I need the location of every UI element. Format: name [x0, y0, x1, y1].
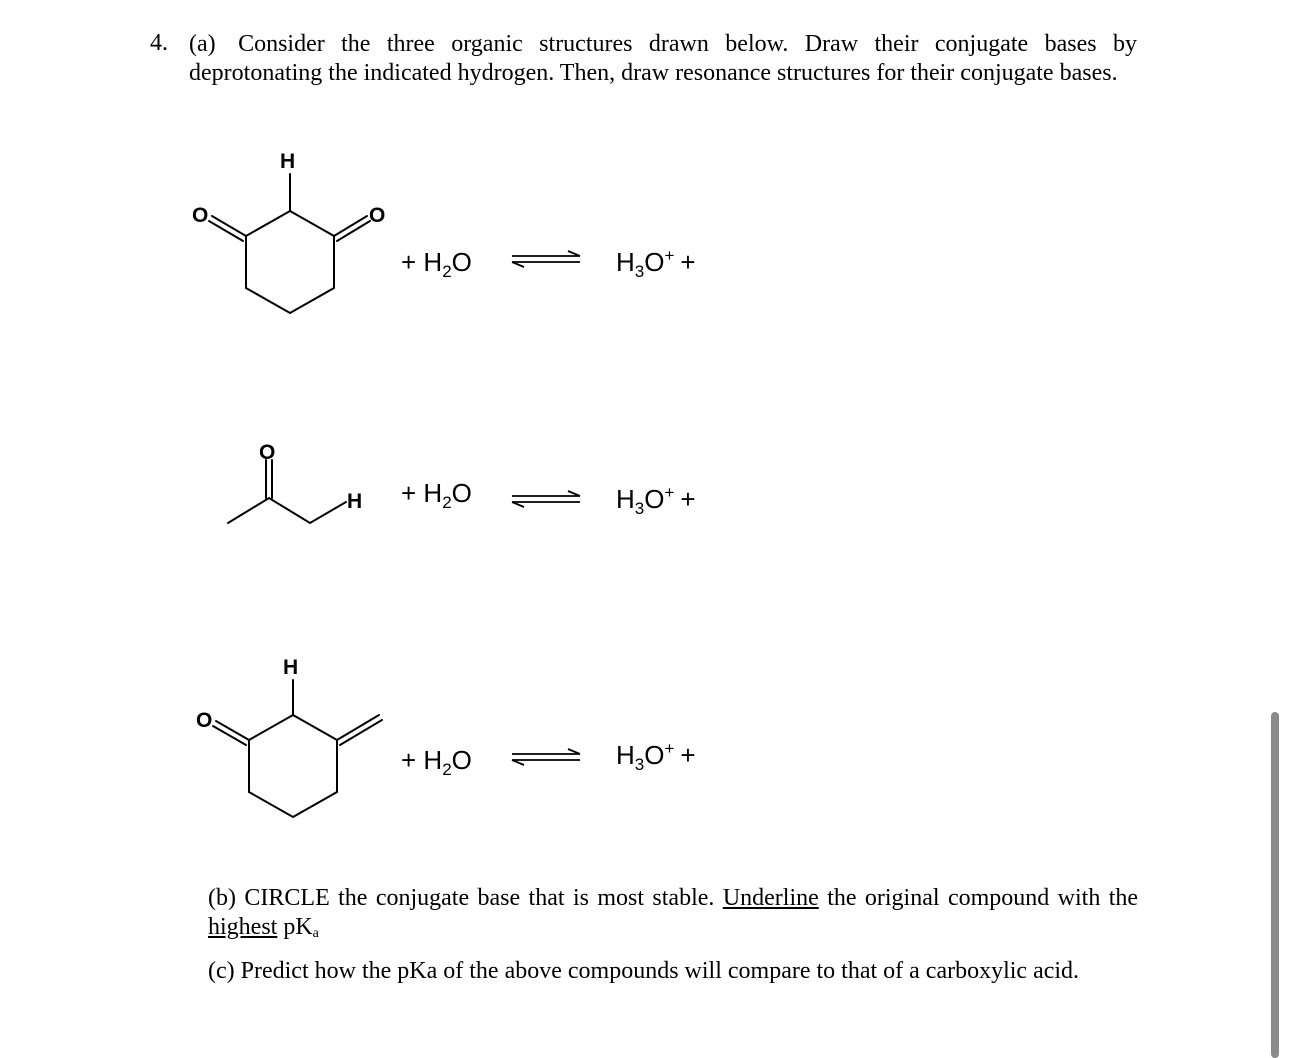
part-b-highest-word: highest [208, 914, 278, 940]
c1-hydrogen-label: H [280, 150, 296, 173]
compound-2-structure [228, 460, 346, 523]
part-c-label: (c) [208, 958, 235, 984]
part-c-text [208, 957, 1168, 986]
c2-hydrogen-label: H [347, 490, 363, 513]
product-hydronium-1: $H_3O^+$ + [616, 246, 696, 281]
part-b-text [208, 884, 1138, 948]
vertical-scrollbar[interactable] [1271, 712, 1279, 1058]
part-b-instruction-1: CIRCLE the conjugate base that is most stable. [244, 885, 715, 911]
equilibrium-arrows [512, 251, 580, 765]
c1-oxygen-left-label: O [192, 204, 209, 227]
c2-oxygen-label: O [259, 441, 276, 464]
equilibrium-arrow-3 [512, 749, 580, 765]
product-hydronium-3: $H_3O^+$ + [616, 739, 696, 774]
reagent-water-2: + $H_2O$ [401, 478, 472, 512]
equilibrium-arrow-2 [512, 491, 580, 507]
part-a-instructions: Consider the three organic structures drawn below. Draw their conjugate bases by deprotonating the indicated hydrogen. Then, draw resonance structures for their conjugate bases. [189, 31, 1138, 86]
part-b-underline-word: Underline [722, 885, 819, 911]
part-b-label: (b) [208, 885, 236, 911]
part-b-pk: pK [283, 914, 313, 940]
question-number: 4. [150, 30, 168, 56]
part-b-instruction-2: the original compound with the [827, 885, 1139, 911]
part-b-pk-subscript: a [312, 926, 319, 941]
equilibrium-arrow-1 [512, 251, 580, 267]
c3-oxygen-label: O [196, 709, 213, 732]
compound-3-structure [213, 680, 382, 817]
reagent-water-3: + $H_2O$ [401, 745, 472, 779]
part-a-label: (a) [189, 31, 216, 57]
product-hydronium-2: $H_3O^+$ + [616, 483, 696, 518]
c1-oxygen-right-label: O [369, 204, 386, 227]
part-c-instructions: Predict how the pKa of the above compounds will compare to that of a carboxylic acid. [240, 958, 1080, 984]
c3-hydrogen-label: H [283, 656, 299, 679]
reagent-water-1: + $H_2O$ [401, 247, 472, 281]
compound-1-structure [209, 174, 370, 313]
